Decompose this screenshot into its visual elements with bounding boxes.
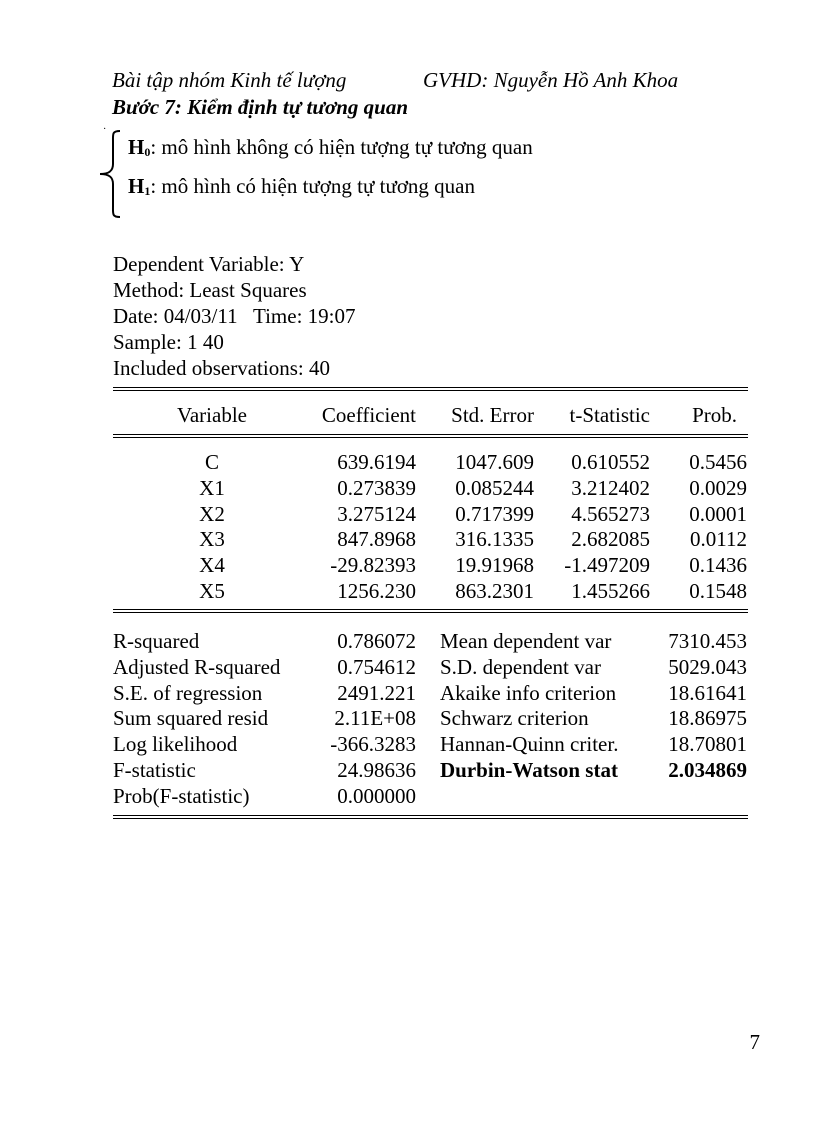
stat-value: 2.11E+08 [334,706,416,731]
stat-value: 2491.221 [337,680,416,705]
cell-variable: X2 [199,501,225,526]
col-header-prob: Prob. [692,403,737,427]
cell-coefficient: -29.82393 [330,553,416,578]
stat-value-2: 18.70801 [668,732,747,757]
table-top-rule [113,387,748,391]
cell-coefficient: 847.8968 [337,527,416,552]
h1-symbol: H [128,174,145,198]
cell-coefficient: 1256.230 [337,579,416,603]
course-title: Bài tập nhóm Kinh tế lượng [112,68,347,92]
stat-label-2: Akaike info criterion [440,680,617,705]
cell-variable: X5 [199,579,225,603]
cell-coefficient: 639.6194 [337,450,416,474]
col-header-std-error: Std. Error [451,403,534,427]
instructor-name: GVHD: Nguyễn Hồ Anh Khoa [423,68,679,92]
cell-std-error: 863.2301 [455,579,534,603]
stat-label: F-statistic [113,758,196,782]
stat-value-2: 18.86975 [668,706,747,731]
cell-prob: 0.5456 [689,450,747,474]
cell-variable: X4 [199,553,225,578]
date-time: Date: 04/03/11 Time: 19:07 [113,304,356,328]
sample: Sample: 1 40 [113,330,224,354]
dependent-variable: Dependent Variable: Y [113,252,305,276]
header-bottom-rule [113,434,748,438]
cell-std-error: 0.717399 [455,501,534,526]
col-header-variable: Variable [177,403,247,427]
page-number: 7 [749,1030,760,1054]
table-bottom-rule [113,815,748,819]
cell-std-error: 1047.609 [455,450,534,474]
stat-label-2: Schwarz criterion [440,706,589,731]
col-header-t-statistic: t-Statistic [569,403,650,427]
page-header [112,68,679,93]
stat-value-2: 7310.453 [668,629,747,653]
h0-subscript: 0 [144,145,151,159]
h1-subscript: 1 [144,184,151,198]
left-brace-icon [98,128,132,220]
cell-coefficient: 0.273839 [337,475,416,500]
stat-label: R-squared [113,629,200,653]
h0-symbol: H [128,135,145,159]
cell-prob: 0.0001 [689,501,747,526]
stat-value: 0.000000 [337,783,416,808]
cell-prob: 0.0029 [689,475,747,500]
stat-value: -366.3283 [330,732,416,757]
h0-text: : mô hình không có hiện tượng tự tương quan [150,135,533,159]
cell-variable: C [204,450,219,474]
stat-label: Sum squared resid [113,706,269,731]
stat-value-2: 18.61641 [668,680,747,705]
stat-value: 24.98636 [337,758,416,782]
cell-t-statistic: 1.455266 [571,579,650,603]
cell-t-statistic: 0.610552 [571,450,650,474]
stat-value-2: 5029.043 [668,654,747,679]
h1-text: : mô hình có hiện tượng tự tương quan [150,174,476,198]
cell-prob: 0.0112 [690,527,747,552]
stat-label-2: S.D. dependent var [440,654,601,679]
cell-coefficient: 3.275124 [337,501,416,526]
stat-value: 0.754612 [337,654,416,679]
stat-label-2: Hannan-Quinn criter. [440,732,619,757]
stray-dot: · [103,124,107,135]
cell-t-statistic: 2.682085 [571,527,650,552]
cell-prob: 0.1436 [689,553,747,578]
cell-std-error: 19.91968 [455,553,534,578]
stat-label: Prob(F-statistic) [113,783,250,808]
stat-value: 0.786072 [337,629,416,653]
cell-t-statistic: 3.212402 [571,475,650,500]
cell-variable: X1 [199,475,225,500]
included-observations: Included observations: 40 [113,356,330,380]
step-title: Bước 7: Kiểm định tự tương quan [112,95,408,119]
cell-prob: 0.1548 [689,579,747,603]
cell-std-error: 0.085244 [455,475,534,500]
coef-bottom-rule [113,609,748,613]
stat-label: S.E. of regression [113,680,263,705]
cell-t-statistic: 4.565273 [571,501,650,526]
cell-variable: X3 [199,527,225,552]
stat-value-2: 2.034869 [668,758,747,782]
col-header-coefficient: Coefficient [321,403,416,427]
method: Method: Least Squares [113,278,307,302]
hypothesis-h1 [128,174,475,199]
stat-label: Adjusted R-squared [113,654,281,679]
stat-label-2: Durbin-Watson stat [440,758,618,782]
cell-std-error: 316.1335 [455,527,534,552]
stat-label-2: Mean dependent var [440,629,612,653]
cell-t-statistic: -1.497209 [564,553,650,578]
hypothesis-h0 [128,135,533,160]
stat-label: Log likelihood [113,732,238,757]
